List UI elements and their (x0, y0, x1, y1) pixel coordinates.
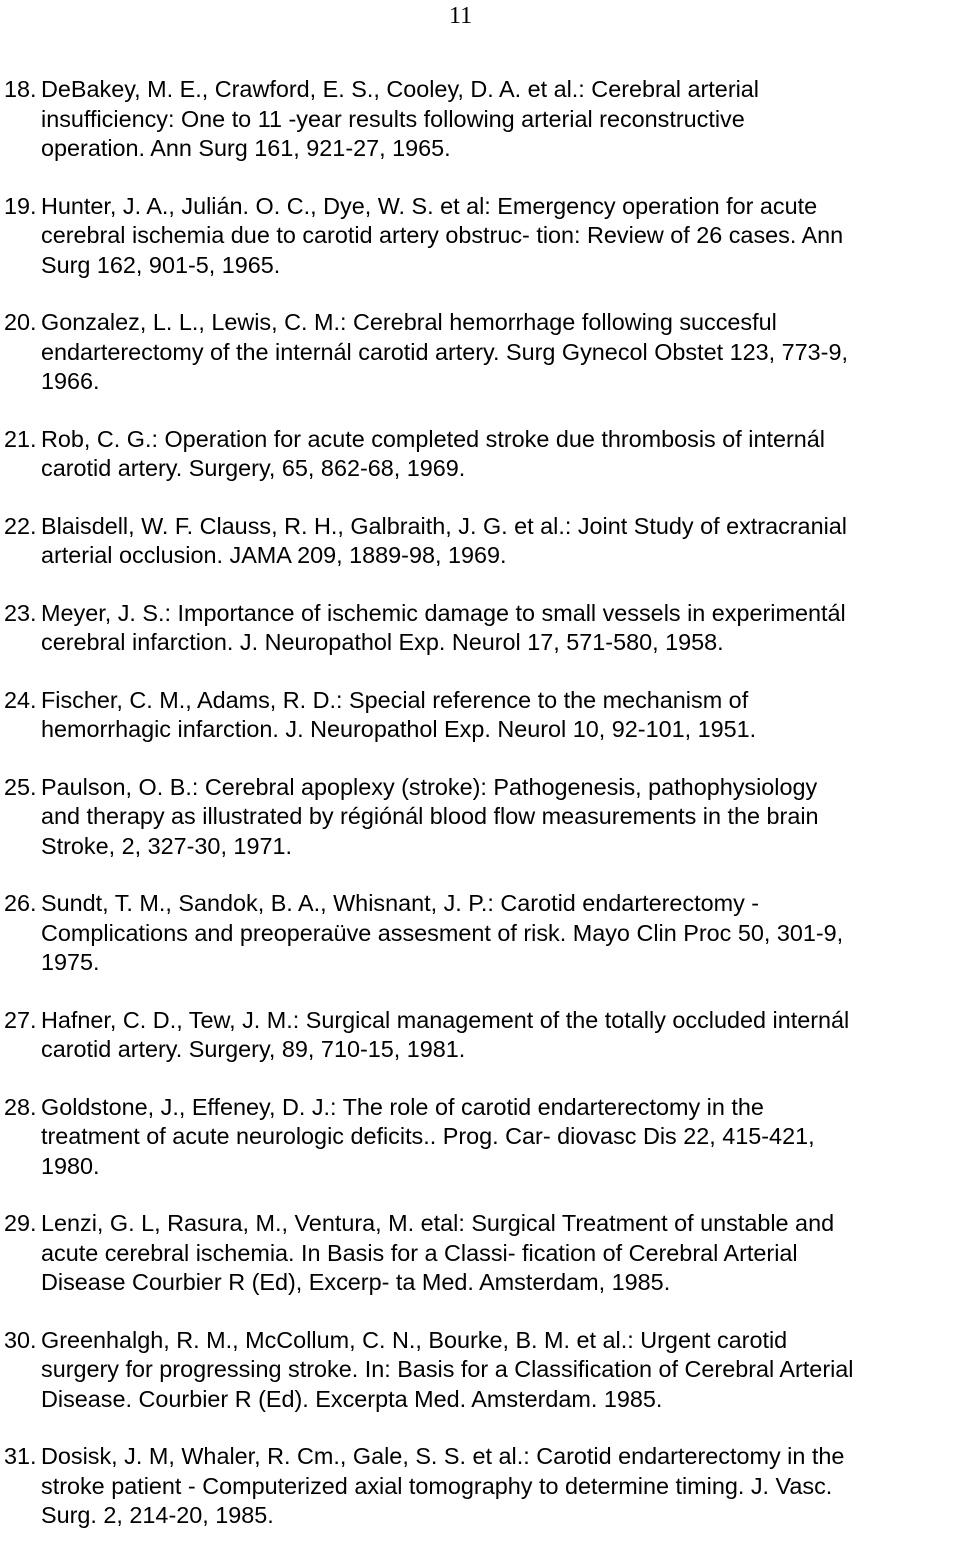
reference-item (4, 75, 960, 164)
reference-text-line: Blaisdell, W. F. Clauss, R. H., Galbraith, J. G. et al.: Joint Study of extracranial (41, 512, 847, 539)
reference-number: 28. (4, 1093, 37, 1120)
reference-number: 18. (4, 76, 37, 102)
reference-text-line: 1966. (41, 368, 100, 394)
reference-text-line: carotid artery. Surgery, 65, 862-68, 1969. (41, 455, 466, 481)
reference-item (4, 425, 960, 484)
reference-item (4, 1093, 960, 1182)
reference-text-line: Gonzalez, L. L., Lewis, C. M.: Cerebral hemorrhage following succesful (41, 309, 777, 335)
reference-item (4, 1442, 960, 1531)
reference-item (4, 773, 960, 862)
reference-text-line: Paulson, O. B.: Cerebral apoplexy (stroke): Pathogenesis, pathophysiology (41, 773, 818, 800)
reference-item (4, 1006, 960, 1065)
reference-text-line: cerebral ischemia due to carotid artery obstruc- tion: Review of 26 cases. Ann (41, 222, 844, 248)
reference-item (4, 1326, 960, 1415)
reference-text-line: Goldstone, J., Effeney, D. J.: The role of carotid endarterectomy in the (41, 1093, 764, 1120)
reference-number: 29. (4, 1210, 37, 1236)
reference-text-line: Sundt, T. M., Sandok, B. A., Whisnant, J. P.: Carotid endarterectomy - (41, 890, 760, 916)
reference-text-line: Stroke, 2, 327-30, 1971. (41, 832, 292, 859)
reference-text-line: and therapy as illustrated by régiónál blood flow measurements in the brain (41, 803, 819, 829)
reference-number: 27. (4, 1006, 37, 1033)
reference-number: 30. (4, 1326, 37, 1353)
reference-item (4, 599, 960, 658)
reference-text-line: treatment of acute neurologic deficits.. Prog. Car- diovasc Dis 22, 415-421, (41, 1123, 815, 1149)
reference-text-line: endarterectomy of the internál carotid artery. Surg Gynecol Obstet 123, 773-9, (41, 338, 848, 365)
reference-text-line: Disease. Courbier R (Ed). Excerpta Med. Amsterdam. 1985. (41, 1385, 663, 1412)
reference-number: 25. (4, 773, 37, 800)
reference-text-line: Lenzi, G. L, Rasura, M., Ventura, M. etal: Surgical Treatment of unstable and (41, 1210, 835, 1236)
reference-text-line: stroke patient - Computerized axial tomography to determine timing. J. Vasc. (41, 1472, 833, 1499)
reference-text-line: Greenhalgh, R. M., McCollum, C. N., Bourke, B. M. et al.: Urgent carotid (41, 1326, 788, 1353)
reference-text-line: arterial occlusion. JAMA 209, 1889-98, 1969. (41, 542, 507, 568)
reference-item (4, 512, 960, 571)
reference-text-line: operation. Ann Surg 161, 921-27, 1965. (41, 135, 451, 161)
reference-text-line: Disease Courbier R (Ed), Excerp- ta Med. Amsterdam, 1985. (41, 1269, 671, 1295)
reference-number: 26. (4, 890, 37, 916)
reference-text-line: 1975. (41, 949, 100, 975)
reference-text-line: insufficiency: One to 11 -year results following arterial reconstructive (41, 105, 745, 132)
reference-text-line: 1980. (41, 1152, 100, 1179)
reference-text-line: Rob, C. G.: Operation for acute completed stroke due thrombosis of internál (41, 425, 825, 452)
reference-text-line: DeBakey, M. E., Crawford, E. S., Cooley, D. A. et al.: Cerebral arterial (41, 76, 760, 102)
reference-number: 23. (4, 599, 37, 626)
reference-list (4, 75, 960, 1559)
reference-text-line: Surg 162, 901-5, 1965. (41, 251, 281, 278)
reference-number: 24. (4, 686, 37, 713)
reference-item (4, 308, 960, 397)
reference-text-line: cerebral infarction. J. Neuropathol Exp. Neurol 17, 571-580, 1958. (41, 629, 724, 655)
reference-number: 19. (4, 192, 37, 219)
reference-text-line: acute cerebral ischemia. In Basis for a Classi- fication of Cerebral Arterial (41, 1239, 798, 1266)
page-number: 11 (449, 3, 473, 29)
reference-text-line: Hafner, C. D., Tew, J. M.: Surgical management of the totally occluded internál (41, 1006, 850, 1033)
reference-text-line: surgery for progressing stroke. In: Basis for a Classification of Cerebral Arterial (41, 1356, 854, 1382)
reference-item (4, 889, 960, 978)
reference-number: 31. (4, 1443, 37, 1469)
reference-text-line: hemorrhagic infarction. J. Neuropathol Exp. Neurol 10, 92-101, 1951. (41, 716, 757, 742)
reference-number: 20. (4, 309, 37, 335)
reference-number: 21. (4, 425, 37, 452)
reference-number: 22. (4, 512, 37, 539)
reference-text-line: Dosisk, J. M, Whaler, R. Cm., Gale, S. S. et al.: Carotid endarterectomy in the (41, 1443, 845, 1469)
reference-item (4, 192, 960, 281)
reference-text-line: Meyer, J. S.: Importance of ischemic damage to small vessels in experimentál (41, 599, 846, 626)
reference-item (4, 1209, 960, 1298)
reference-text-line: Complications and preoperaüve assesment of risk. Mayo Clin Proc 50, 301-9, (41, 919, 844, 946)
reference-text-line: Fischer, C. M., Adams, R. D.: Special reference to the mechanism of (41, 686, 749, 713)
reference-item (4, 686, 960, 745)
reference-text-line: Hunter, J. A., Julián. O. C., Dye, W. S. et al: Emergency operation for acute (41, 192, 818, 219)
reference-text-line: carotid artery. Surgery, 89, 710-15, 1981. (41, 1036, 466, 1062)
reference-text-line: Surg. 2, 214-20, 1985. (41, 1502, 274, 1528)
